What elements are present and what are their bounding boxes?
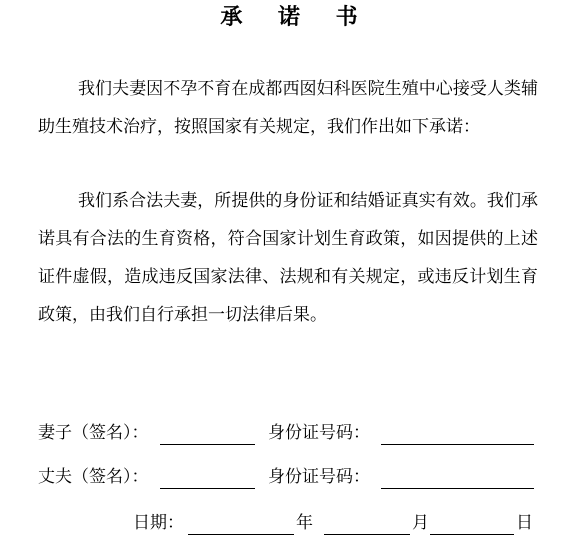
husband-signature-field[interactable] bbox=[160, 462, 255, 489]
wife-signature-label: 妻子（签名）： bbox=[38, 423, 149, 443]
husband-id-label: 身份证号码： bbox=[268, 467, 370, 487]
paragraph-commitment: 我们系合法夫妻，所提供的身份证和结婚证真实有效。我们承诺具有合法的生育资格，符合国家计划生育政策，如因提供的上述证件虚假，造成违反国家法律、法规和有关规定，或违反计划生育政策，由我们自行承担一切法律后果。 bbox=[38, 191, 538, 325]
wife-signature-field[interactable] bbox=[160, 418, 255, 445]
date-label: 日期： bbox=[133, 513, 184, 533]
document-title: 承 诺 书 bbox=[220, 4, 372, 30]
month-field[interactable] bbox=[324, 508, 410, 535]
year-field[interactable] bbox=[188, 508, 294, 535]
month-label: 月 bbox=[412, 513, 429, 533]
year-label: 年 bbox=[296, 513, 313, 533]
husband-signature-label: 丈夫（签名）： bbox=[38, 467, 149, 487]
date-row bbox=[0, 508, 578, 538]
day-field[interactable] bbox=[430, 508, 514, 535]
wife-id-field[interactable] bbox=[381, 418, 534, 445]
wife-id-label: 身份证号码： bbox=[268, 423, 370, 443]
paragraph-intro: 我们夫妻因不孕不育在成都西囡妇科医院生殖中心接受人类辅助生殖技术治疗，按照国家有关规定，我们作出如下承诺： bbox=[38, 79, 538, 137]
husband-id-field[interactable] bbox=[381, 462, 534, 489]
day-label: 日 bbox=[516, 513, 533, 533]
